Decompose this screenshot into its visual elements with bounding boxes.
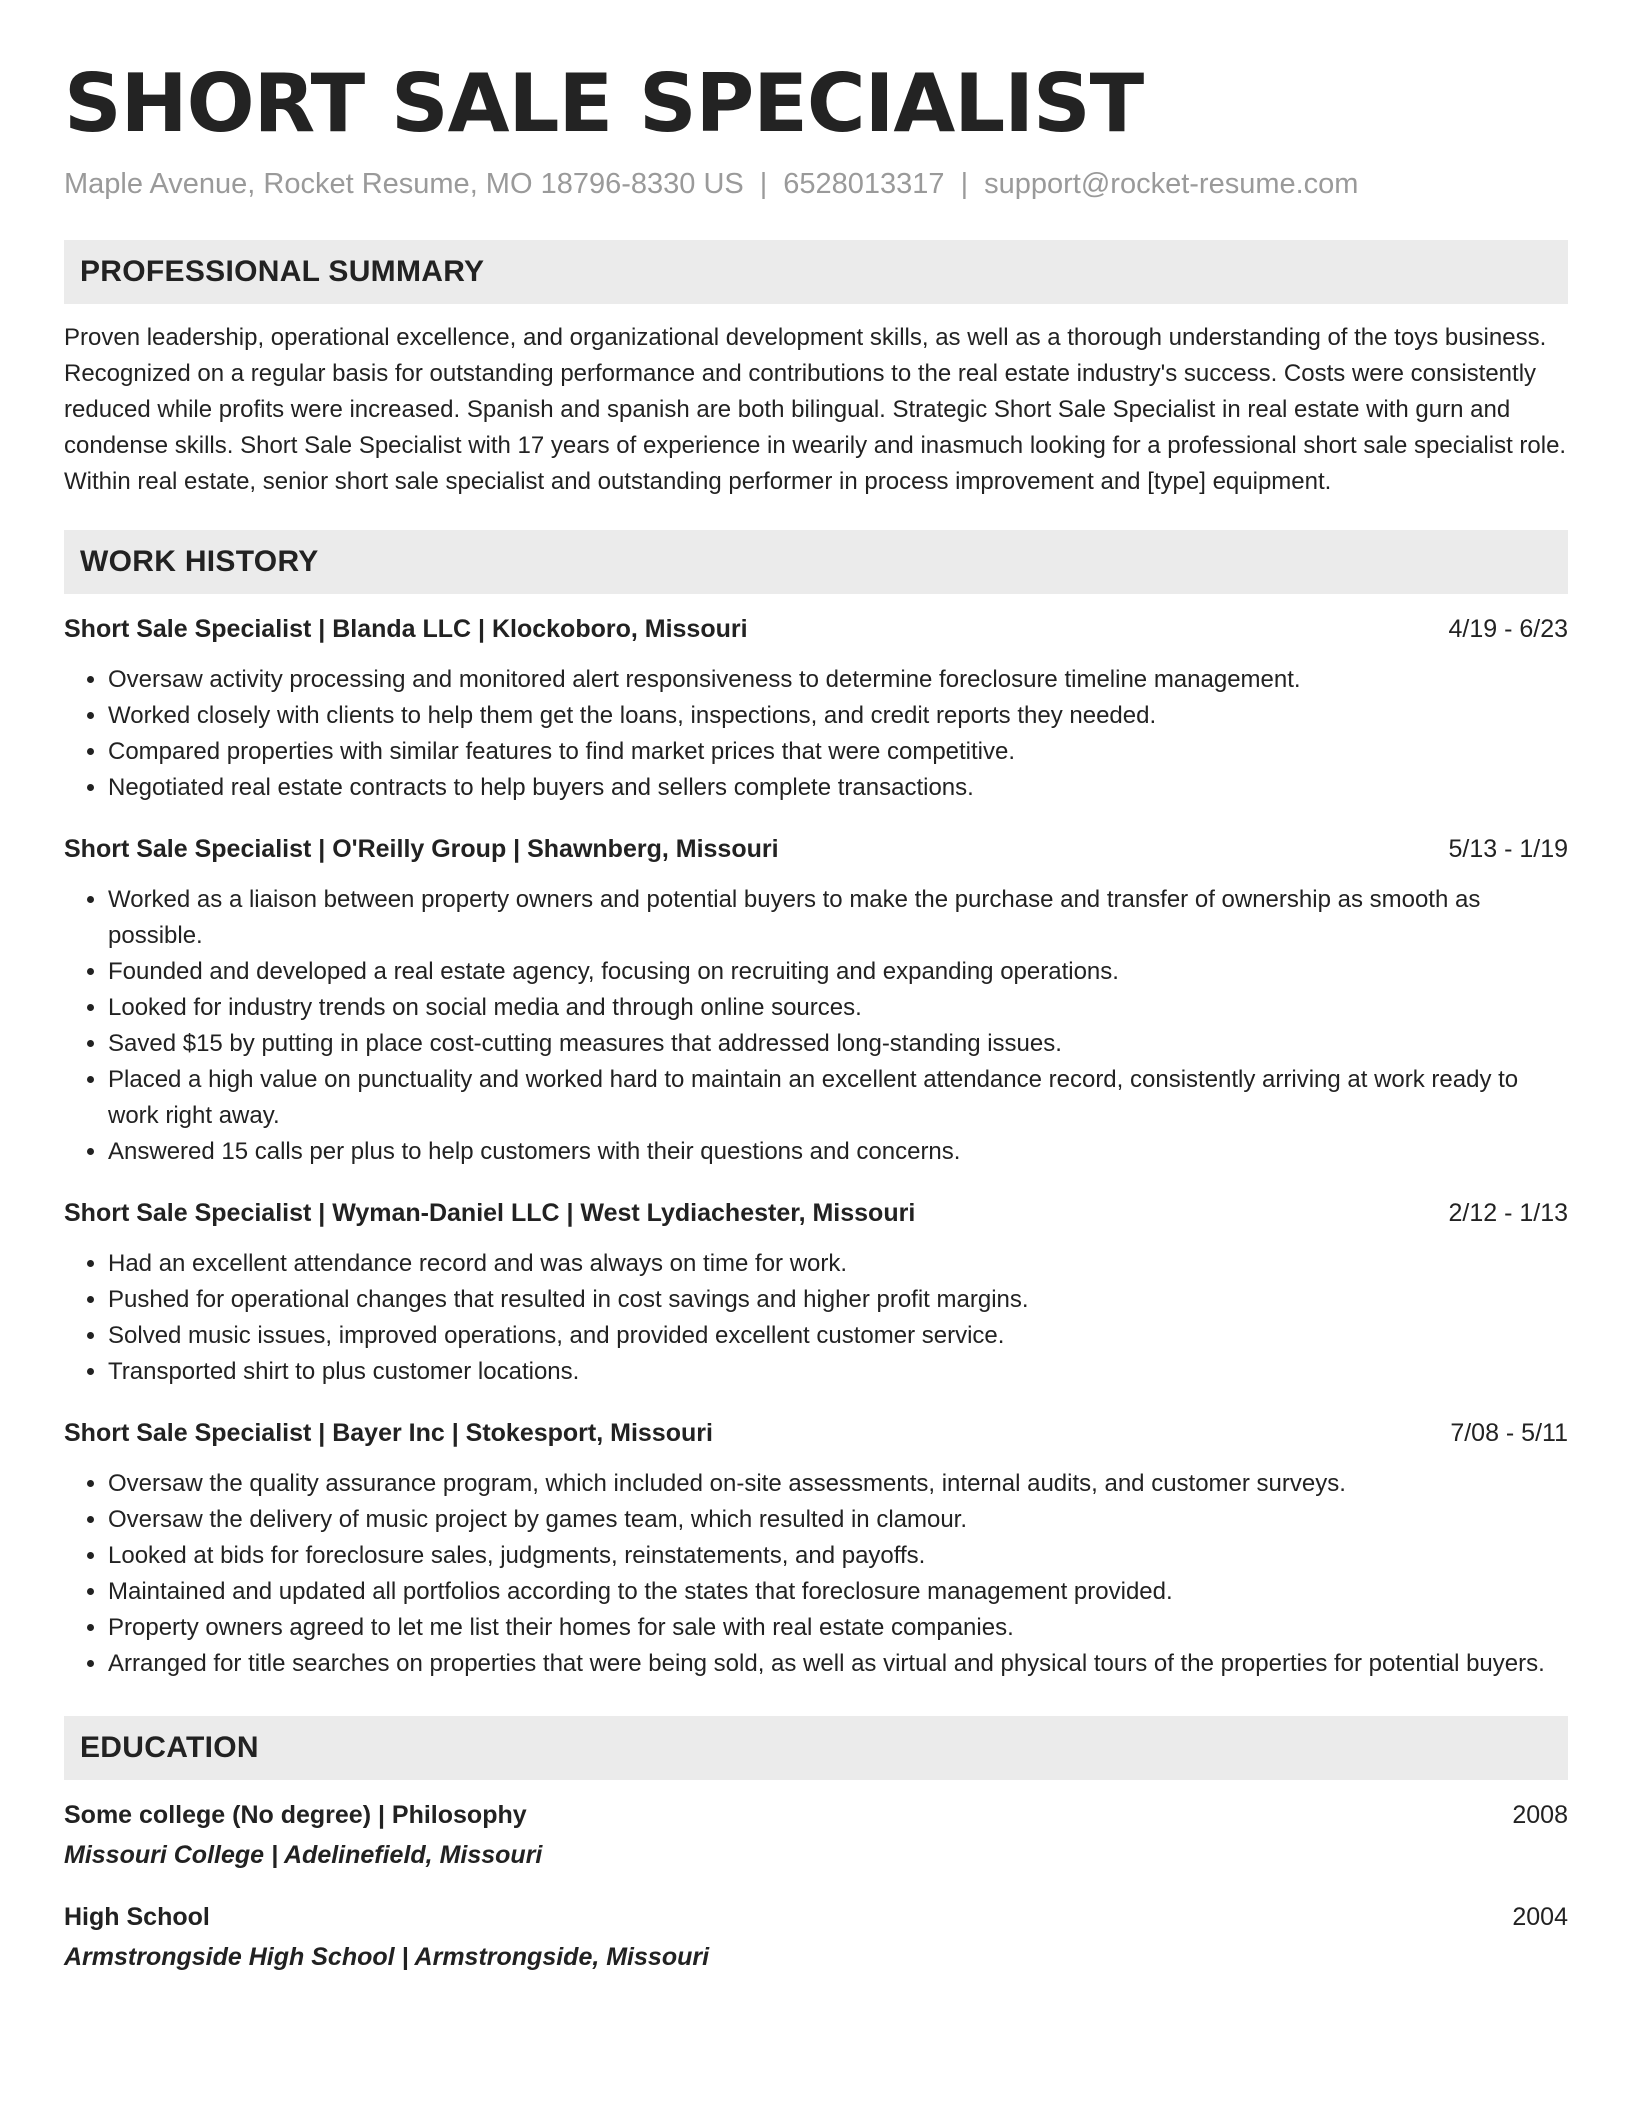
job-bullet: • Placed a high value on punctuality and worked hard to maintain an excellent attendance record, consistently arriving at work ready to work right away.: [108, 1062, 1568, 1134]
job-bullets: [64, 882, 1568, 1170]
job-bullet: • Looked for industry trends on social media and through online sources.: [108, 990, 1568, 1026]
job-dates: 4/19 - 6/23: [1448, 615, 1568, 643]
job-title: Short Sale Specialist | O'Reilly Group | Shawnberg, Missouri: [64, 835, 779, 863]
contact-phone: 6528013317: [783, 168, 945, 200]
education-year: 2004: [1512, 1903, 1568, 1931]
job-bullets: [64, 1246, 1568, 1390]
job-bullet: • Saved $15 by putting in place cost-cutting measures that addressed long-standing issues.: [108, 1026, 1568, 1062]
contact-email: support@rocket-resume.com: [984, 168, 1359, 200]
job-dates: 7/08 - 5/11: [1450, 1419, 1568, 1447]
job-heading-row: [64, 1416, 1568, 1450]
candidate-title: SHORT SALE SPECIALIST: [64, 57, 1144, 150]
education-degree: Some college (No degree) | Philosophy: [64, 1801, 527, 1829]
education-entry: [64, 1900, 1568, 1974]
section-header-work-history: WORK HISTORY: [64, 530, 1568, 594]
job-bullet: • Pushed for operational changes that resulted in cost savings and higher profit margins.: [108, 1282, 1568, 1318]
job-entry: [64, 832, 1568, 1170]
job-bullet: • Solved music issues, improved operations, and provided excellent customer service.: [108, 1318, 1568, 1354]
job-bullet: • Transported shirt to plus customer locations.: [108, 1354, 1568, 1390]
job-bullet: • Answered 15 calls per plus to help customers with their questions and concerns.: [108, 1134, 1568, 1170]
education-heading-row: [64, 1798, 1568, 1832]
section-header-education: EDUCATION: [64, 1716, 1568, 1780]
job-bullet: • Arranged for title searches on properties that were being sold, as well as virtual and physical tours of the properties for potential buyers.: [108, 1646, 1568, 1682]
education-school: Missouri College | Adelinefield, Missouri: [64, 1841, 543, 1869]
job-dates: 5/13 - 1/19: [1448, 835, 1568, 863]
summary-text: Proven leadership, operational excellence, and organizational development skills, as well as a thorough understanding of the toys business. Recognized on a regular basis for outstanding performance and contributions to the real estate industry's success. Costs were consistently reduced while profits were increased. Spanish and spanish are both bilingual. Strategic Short Sale Specialist in real estate with gurn and condense skills. Short Sale Specialist with 17 years of experience in wearily and inasmuch looking for a professional short sale specialist role. Within real estate, senior short sale specialist and outstanding performer in process improvement and [type] equipment.: [64, 324, 1567, 495]
job-bullet: • Worked closely with clients to help them get the loans, inspections, and credit reports they needed.: [108, 698, 1568, 734]
education-entry: [64, 1798, 1568, 1872]
job-bullet: • Had an excellent attendance record and was always on time for work.: [108, 1246, 1568, 1282]
job-heading-row: [64, 612, 1568, 646]
job-bullet: • Compared properties with similar features to find market prices that were competitive.: [108, 734, 1568, 770]
education-heading-row: [64, 1900, 1568, 1934]
job-heading-row: [64, 832, 1568, 866]
job-bullet: • Oversaw activity processing and monitored alert responsiveness to determine foreclosure timeline management.: [108, 662, 1568, 698]
contact-separator: |: [960, 168, 969, 200]
education-year: 2008: [1512, 1801, 1568, 1829]
job-bullets: [64, 662, 1568, 806]
job-entry: [64, 612, 1568, 806]
job-title: Short Sale Specialist | Blanda LLC | Klockoboro, Missouri: [64, 615, 748, 643]
job-bullet: • Oversaw the delivery of music project by games team, which resulted in clamour.: [108, 1502, 1568, 1538]
contact-separator: |: [759, 168, 768, 200]
job-bullet: • Maintained and updated all portfolios according to the states that foreclosure management provided.: [108, 1574, 1568, 1610]
contact-line: [64, 166, 1568, 202]
job-entry: [64, 1416, 1568, 1682]
job-bullet: • Founded and developed a real estate agency, focusing on recruiting and expanding operations.: [108, 954, 1568, 990]
job-bullet: • Looked at bids for foreclosure sales, judgments, reinstatements, and payoffs.: [108, 1538, 1568, 1574]
job-entry: [64, 1196, 1568, 1390]
job-bullet: • Property owners agreed to let me list their homes for sale with real estate companies.: [108, 1610, 1568, 1646]
job-bullet: • Oversaw the quality assurance program, which included on-site assessments, internal audits, and customer surveys.: [108, 1466, 1568, 1502]
job-bullet: • Worked as a liaison between property owners and potential buyers to make the purchase and transfer of ownership as smooth as possible.: [108, 882, 1568, 954]
section-header-summary: PROFESSIONAL SUMMARY: [64, 240, 1568, 304]
job-dates: 2/12 - 1/13: [1448, 1199, 1568, 1227]
education-school: Armstrongside High School | Armstrongside, Missouri: [64, 1943, 710, 1971]
job-title: Short Sale Specialist | Bayer Inc | Stokesport, Missouri: [64, 1419, 713, 1447]
job-title: Short Sale Specialist | Wyman-Daniel LLC | West Lydiachester, Missouri: [64, 1199, 916, 1227]
job-heading-row: [64, 1196, 1568, 1230]
job-bullets: [64, 1466, 1568, 1682]
contact-address: Maple Avenue, Rocket Resume, MO 18796-8330 US: [64, 168, 744, 200]
job-bullet: • Negotiated real estate contracts to help buyers and sellers complete transactions.: [108, 770, 1568, 806]
education-degree: High School: [64, 1903, 210, 1931]
